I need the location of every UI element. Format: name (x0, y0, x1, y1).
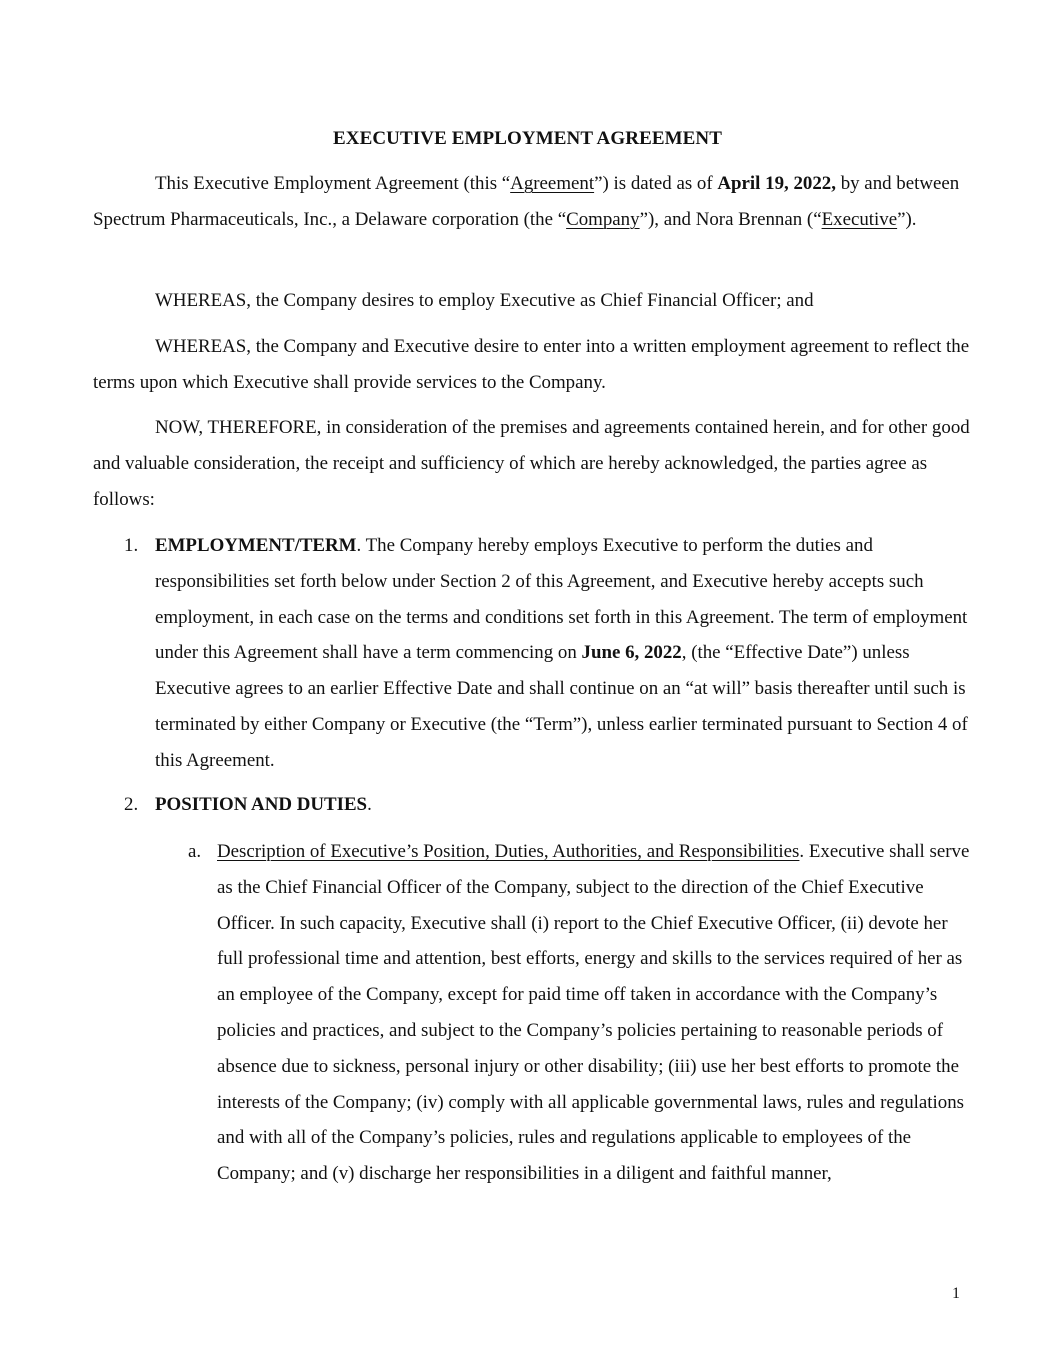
section-2a-paragraph (217, 834, 975, 1192)
section-2-heading: POSITION AND DUTIES (155, 794, 368, 815)
section-2a-text: . Executive shall serve as the Chief Financial Officer of the Company, subject to the direction of the Chief Executive Officer. In such capacity, Executive shall (i) report to the Chief Executive Officer, (ii) devote her full professional time and attention, best efforts, energy and skills to the services required of her as an employee of the Company, except for paid time off taken in accordance with the Company’s policies and practices, and subject to the Company’s policies pertaining to reasonable periods of absence due to sickness, personal injury or other disability; (iii) use her best efforts to promote the interests of the Company; (iv) comply with all applicable governmental laws, rules and regulations and with all of the Company’s policies, rules and regulations applicable to employees of the Company; and (v) discharge her responsibilities in a diligent and faithful manner, (217, 841, 970, 1185)
intro-text-4: ”), and Nora Brennan (“ (639, 208, 822, 230)
section-1-text-b: , (the “Effective Date”) unless Executive agrees to an earlier Effective Date and shall continue on an “at will” basis thereafter until such is terminated by either Company or Executive (the “Term”), unless earlier terminated pursuant to Section 4 of this Agreement. (155, 642, 968, 771)
section-1-start-date: June 6, 2022 (581, 642, 682, 664)
section-1-text-a: . The Company hereby employs Executive to perform the duties and responsibilities set forth below under Section 2 of this Agreement, and Executive hereby accepts such employment, in each case on the terms and conditions set forth in this Agreement. The term of employment under this Agreement shall have a term commencing on (155, 535, 968, 664)
agreement-date: April 19, 2022, (717, 173, 836, 194)
section-1-heading: EMPLOYMENT/TERM (155, 535, 357, 556)
whereas-paragraph-1 (93, 283, 973, 319)
page-number: 1 (952, 1285, 960, 1302)
section-2-heading-suffix: . (367, 794, 372, 815)
now-therefore-paragraph (93, 410, 973, 517)
section-2a-letter: a. (188, 841, 202, 862)
section-2a-heading: Description of Executive’s Position, Duties, Authorities, and Responsibilities (217, 841, 800, 862)
executive-defined-term: Executive (821, 208, 898, 230)
agreement-defined-term: Agreement (510, 173, 595, 194)
whereas-2-text: WHEREAS, the Company and Executive desire to enter into a written employment agreement to reflect the terms upon which Executive shall provide services to the Company. (93, 336, 970, 393)
intro-text-3: by and between Spectrum Pharmaceuticals, Inc., a Delaware corporation (the “ (93, 173, 960, 230)
whereas-paragraph-2 (93, 329, 973, 401)
section-1-number: 1. (124, 535, 139, 556)
document-title: EXECUTIVE EMPLOYMENT AGREEMENT (332, 128, 723, 149)
company-defined-term: Company (566, 208, 640, 230)
section-1-paragraph (155, 528, 973, 779)
whereas-1-text: WHEREAS, the Company desires to employ Executive as Chief Financial Officer; and (155, 290, 814, 311)
intro-text-5: ”). (897, 208, 917, 230)
intro-paragraph (93, 166, 973, 238)
now-therefore-text: NOW, THEREFORE, in consideration of the premises and agreements contained herein, and for other good and valuable consideration, the receipt and sufficiency of which are hereby acknowledged, the parties agree as follows: (93, 417, 970, 510)
section-2-number: 2. (124, 794, 139, 815)
intro-text-1: This Executive Employment Agreement (this “ (155, 173, 511, 194)
intro-text-2: ”) is dated as of (594, 173, 718, 194)
section-2-paragraph (155, 787, 973, 823)
